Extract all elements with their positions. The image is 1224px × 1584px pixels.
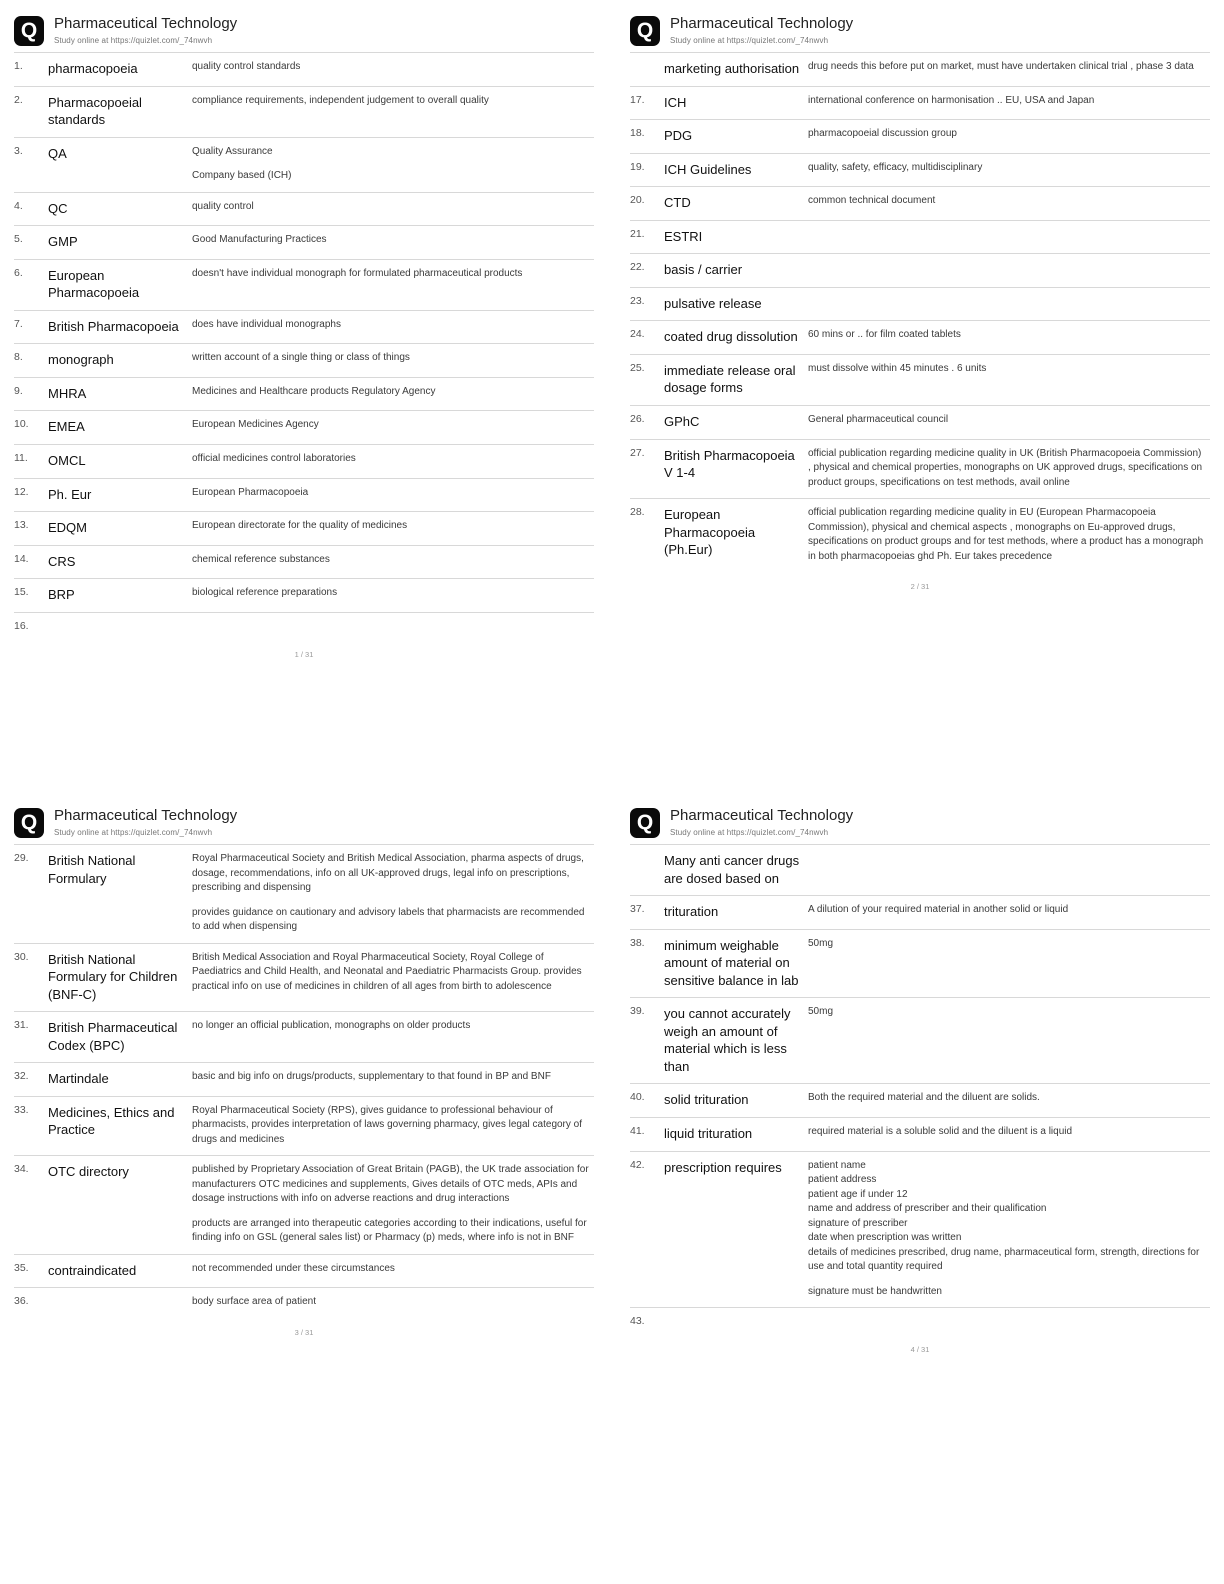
definition-text: doesn't have individual monograph for formulated pharmaceutical products — [192, 267, 523, 279]
definition-text: Good Manufacturing Practices — [192, 234, 327, 246]
table-row — [14, 612, 594, 640]
definition-text: European directorate for the quality of medicines — [192, 520, 408, 532]
term-text: prescription requires — [664, 1159, 782, 1175]
table-row — [630, 86, 1210, 120]
term-text: BRP — [48, 587, 75, 603]
definition-text: European Pharmacopoeia — [192, 486, 309, 498]
definition-text: published by Proprietary Association of Great Britain (PAGB), the UK trade association for manufacturers OTC medicines and supplements, Gives details of OTC meds, APIs and dosage instructions with info on adverse reactions and drug interactions products are arranged into therapeutic categories according to their indications, useful for finding info on GSL (general sales list) or Pharmacy (p) meds, where info is not in BNF — [192, 1164, 589, 1244]
table-row — [14, 943, 594, 1012]
table-row — [14, 344, 594, 378]
row-number: 37. — [630, 903, 645, 916]
definition-text: 50mg — [808, 937, 834, 949]
definition-text: 50mg — [808, 1006, 834, 1018]
row-number: 38. — [630, 936, 645, 949]
page-1 — [14, 14, 594, 659]
row-number: 17. — [630, 93, 645, 106]
terms-body-2 — [630, 53, 1210, 573]
definition-text: British Medical Association and Royal Pharmaceutical Society, Royal College of Paediatrics and Child Health, and Neonatal and Paediatric Pharmacists Group. provides practical info on use of medicines in children of all ages from birth to adolescence — [192, 951, 582, 992]
page-4 — [630, 806, 1210, 1354]
definition-text: must dissolve within 45 minutes . 6 units — [808, 362, 987, 374]
definition-text: chemical reference substances — [192, 553, 330, 565]
page-subtitle: Study online at https://quizlet.com/_74nwvh — [54, 828, 213, 837]
page-header — [630, 14, 1210, 52]
quizlet-logo-icon — [14, 808, 44, 838]
table-row — [630, 439, 1210, 499]
term-text: QC — [48, 200, 68, 216]
terms-body-3 — [14, 845, 594, 1318]
term-text — [48, 1288, 192, 1318]
table-row — [14, 192, 594, 226]
page-3 — [14, 806, 594, 1337]
table-row — [14, 1096, 594, 1156]
table-row — [630, 1084, 1210, 1118]
row-number: 23. — [630, 294, 645, 307]
row-number: 2. — [14, 93, 23, 106]
term-text: liquid trituration — [664, 1126, 753, 1142]
term-text: trituration — [664, 904, 719, 920]
term-text: ESTRI — [664, 228, 703, 244]
table-row — [14, 845, 594, 944]
definition-text — [808, 287, 1210, 321]
term-text: European Pharmacopoeia (Ph.Eur) — [664, 507, 756, 558]
row-number: 5. — [14, 233, 23, 246]
term-text: British National Formulary for Children (BNF-C) — [48, 951, 178, 1002]
row-number: 20. — [630, 194, 645, 207]
term-text: European Pharmacopoeia — [48, 267, 140, 301]
terms-table-4 — [630, 844, 1210, 1335]
page-header — [630, 806, 1210, 844]
page-title: Pharmaceutical Technology — [54, 15, 238, 32]
term-text: ICH Guidelines — [664, 161, 752, 177]
table-row — [630, 220, 1210, 254]
term-text: Martindale — [48, 1071, 109, 1087]
row-number: 39. — [630, 1005, 645, 1018]
definition-text: European Medicines Agency — [192, 419, 319, 431]
definition-text: common technical document — [808, 195, 936, 207]
definition-text — [192, 612, 594, 640]
term-text: GPhC — [664, 414, 700, 430]
term-text: coated drug dissolution — [664, 329, 798, 345]
table-row — [14, 310, 594, 344]
term-text: GMP — [48, 234, 78, 250]
row-number: 28. — [630, 506, 645, 519]
row-number: 8. — [14, 351, 23, 364]
table-row — [14, 411, 594, 445]
table-row — [14, 512, 594, 546]
definition-text: does have individual monographs — [192, 318, 341, 330]
row-number: 10. — [14, 418, 29, 431]
definition-text: official medicines control laboratories — [192, 453, 356, 465]
term-text: British Pharmacopoeia — [48, 318, 179, 334]
definition-text: quality, safety, efficacy, multidisciplinary — [808, 161, 983, 173]
row-number: 43. — [630, 1315, 645, 1328]
logo-letter: Q — [636, 810, 654, 834]
definition-text: drug needs this before put on market, must have undertaken clinical trial , phase 3 data — [808, 61, 1194, 72]
table-row — [630, 1151, 1210, 1308]
definition-text: quality control standards — [192, 61, 301, 72]
table-row — [630, 287, 1210, 321]
definition-text: Medicines and Healthcare products Regulatory Agency — [192, 385, 436, 397]
row-number: 25. — [630, 361, 645, 374]
row-number: 13. — [14, 519, 29, 532]
row-number: 6. — [14, 266, 23, 279]
row-number: 31. — [14, 1019, 29, 1032]
table-row — [14, 579, 594, 613]
term-text: EMEA — [48, 419, 85, 435]
table-row — [14, 1156, 594, 1255]
row-number: 18. — [630, 127, 645, 140]
term-text: pulsative release — [664, 295, 762, 311]
row-number: 11. — [14, 452, 28, 465]
page-header — [14, 14, 594, 52]
table-row — [14, 545, 594, 579]
row-number: 22. — [630, 261, 645, 274]
term-text: OTC directory — [48, 1164, 129, 1180]
definition-text — [808, 1308, 1210, 1336]
page-footer: 4 / 31 — [910, 1345, 930, 1355]
term-text: CRS — [48, 553, 76, 569]
term-text: monograph — [48, 352, 114, 368]
term-text: British Pharmacopoeia V 1-4 — [664, 447, 795, 481]
definition-text: pharmacopoeial discussion group — [808, 128, 957, 140]
table-row — [14, 445, 594, 479]
definition-text: Both the required material and the diluent are solids. — [808, 1092, 1040, 1104]
definition-text: 60 mins or .. for film coated tablets — [808, 329, 961, 341]
definition-text: Royal Pharmaceutical Society (RPS), gives guidance to professional behaviour of pharmacists, provides interpretation of laws governing pharmacy, gives legal category of drugs and medicines — [192, 1104, 583, 1145]
page-title: Pharmaceutical Technology — [670, 15, 854, 32]
definition-text: official publication regarding medicine quality in EU (European Pharmacopoeia Commission), physical and chemical aspects , monographs on Eu-approved drugs, specifications on product groups and for test methods, where a product has a monograph in both pharmacopoeias ghd Ph. Eur takes precedence — [808, 507, 1204, 562]
term-text: Pharmacopoeial standards — [48, 94, 142, 128]
table-row — [630, 1308, 1210, 1336]
table-row — [630, 406, 1210, 440]
term-text: British National Formulary — [48, 853, 136, 886]
table-row — [14, 377, 594, 411]
table-row — [630, 499, 1210, 573]
definition-text: required material is a soluble solid and the diluent is a liquid — [808, 1126, 1073, 1138]
row-number: 1. — [14, 60, 23, 72]
row-number: 33. — [14, 1103, 29, 1116]
table-row — [630, 120, 1210, 154]
row-number: 35. — [14, 1261, 29, 1274]
definition-text: General pharmaceutical council — [808, 414, 949, 426]
definition-text: no longer an official publication, monographs on older products — [192, 1020, 471, 1032]
term-text: marketing authorisation — [664, 61, 800, 76]
page-subtitle: Study online at https://quizlet.com/_74nwvh — [670, 828, 829, 837]
term-text: British Pharmaceutical Codex (BPC) — [48, 1020, 178, 1053]
table-row — [630, 354, 1210, 405]
logo-letter: Q — [636, 18, 654, 42]
table-row — [630, 321, 1210, 355]
table-row — [14, 226, 594, 260]
row-number: 29. — [14, 852, 29, 864]
term-text: contraindicated — [48, 1262, 137, 1278]
table-row — [630, 998, 1210, 1084]
term-text — [48, 612, 192, 640]
term-text: minimum weighable amount of material on sensitive balance in lab — [664, 937, 799, 988]
row-number: 3. — [14, 144, 23, 157]
row-number: 7. — [14, 317, 23, 330]
page-subtitle: Study online at https://quizlet.com/_74nwvh — [670, 36, 829, 45]
row-number: 9. — [14, 384, 23, 397]
terms-table-2 — [630, 52, 1210, 572]
table-row — [14, 259, 594, 310]
definition-text: international conference on harmonisation .. EU, USA and Japan — [808, 94, 1095, 106]
row-number — [630, 53, 664, 87]
term-text: Ph. Eur — [48, 486, 92, 502]
definition-text: body surface area of patient — [192, 1296, 316, 1308]
table-row — [630, 929, 1210, 998]
term-text: CTD — [664, 195, 691, 211]
terms-table-3 — [14, 844, 594, 1318]
logo-letter: Q — [20, 18, 38, 42]
table-row — [630, 254, 1210, 288]
page-footer: 3 / 31 — [294, 1327, 314, 1337]
term-text: Medicines, Ethics and Practice — [48, 1104, 175, 1138]
page-footer: 2 / 31 — [910, 582, 930, 592]
definition-text: compliance requirements, independent judgement to overall quality — [192, 94, 489, 106]
term-text: Many anti cancer drugs are dosed based on — [664, 853, 800, 886]
row-number: 26. — [630, 413, 645, 426]
row-number: 12. — [14, 485, 29, 498]
row-number: 21. — [630, 227, 645, 240]
definition-text: not recommended under these circumstances — [192, 1262, 395, 1274]
row-number: 32. — [14, 1070, 29, 1083]
row-number: 30. — [14, 950, 29, 963]
table-row — [14, 137, 594, 192]
page-footer: 1 / 31 — [294, 649, 314, 659]
row-number — [630, 845, 664, 896]
term-text: you cannot accurately weigh an amount of material which is less than — [664, 1006, 791, 1074]
definition-text — [808, 845, 1210, 896]
quizlet-logo-icon — [630, 16, 660, 46]
term-text: immediate release oral dosage forms — [664, 362, 796, 396]
term-text: OMCL — [48, 453, 86, 469]
table-row — [630, 187, 1210, 221]
table-row — [630, 1118, 1210, 1152]
terms-body-4 — [630, 845, 1210, 1336]
table-row — [630, 896, 1210, 930]
term-text: EDQM — [48, 520, 87, 536]
row-number: 15. — [14, 586, 29, 599]
term-text: MHRA — [48, 385, 87, 401]
page-subtitle: Study online at https://quizlet.com/_74nwvh — [54, 36, 213, 45]
term-text: ICH — [664, 94, 687, 110]
definition-text: patient name patient address patient age if under 12 name and address of prescriber and their qualification signature of prescriber date when prescription was written details of medicines prescribed, drug name, pharmaceutical form, strength, directions for use and total quantity required signature must be handwritten — [808, 1159, 1200, 1297]
table-row — [14, 1288, 594, 1318]
table-row — [630, 53, 1210, 87]
row-number: 24. — [630, 328, 645, 341]
definition-text: A dilution of your required material in another solid or liquid — [808, 904, 1069, 916]
table-row — [630, 153, 1210, 187]
page-header — [14, 806, 594, 844]
definition-text: basic and big info on drugs/products, supplementary to that found in BP and BNF — [192, 1071, 551, 1083]
table-row — [630, 845, 1210, 896]
terms-body-1 — [14, 53, 594, 640]
table-row — [14, 1012, 594, 1063]
table-row — [14, 1254, 594, 1288]
term-text: QA — [48, 145, 67, 161]
term-text: pharmacopoeia — [48, 61, 138, 76]
row-number: 14. — [14, 552, 29, 565]
term-text: PDG — [664, 128, 693, 144]
term-text: solid trituration — [664, 1092, 749, 1108]
logo-letter: Q — [20, 810, 38, 834]
row-number: 19. — [630, 160, 645, 173]
table-row — [14, 86, 594, 137]
row-number: 42. — [630, 1158, 645, 1171]
quizlet-logo-icon — [630, 808, 660, 838]
table-row — [14, 1063, 594, 1097]
definition-text: official publication regarding medicine quality in UK (British Pharmacopoeia Commission) , physical and chemical properties, monographs on UK approved drugs, specifications on product groups, specifications on test methods, avail online — [808, 447, 1203, 488]
definition-text: quality control — [192, 200, 254, 212]
row-number: 4. — [14, 199, 23, 212]
term-text — [664, 1308, 808, 1336]
row-number: 16. — [14, 619, 29, 632]
terms-table-1 — [14, 52, 594, 640]
page-2 — [630, 14, 1210, 591]
definition-text — [808, 254, 1210, 288]
page-title: Pharmaceutical Technology — [54, 807, 238, 824]
definition-text: Royal Pharmaceutical Society and British Medical Association, pharma aspects of drugs, dosage, recommendations, info on all UK-approved drugs, legal info on prescriptions, prescribing and dispensing provides guidance on cautionary and advisory labels that pharmacists are recommended to add when dispensing — [192, 853, 585, 932]
table-row — [14, 53, 594, 87]
row-number: 36. — [14, 1295, 29, 1308]
row-number: 27. — [630, 446, 645, 459]
definition-text: Quality Assurance Company based (ICH) — [192, 145, 292, 182]
term-text: basis / carrier — [664, 262, 743, 278]
quizlet-logo-icon — [14, 16, 44, 46]
row-number: 41. — [630, 1125, 645, 1138]
table-row — [14, 478, 594, 512]
page-title: Pharmaceutical Technology — [670, 807, 854, 824]
row-number: 34. — [14, 1163, 29, 1176]
definition-text: biological reference preparations — [192, 587, 338, 599]
definition-text — [808, 220, 1210, 254]
row-number: 40. — [630, 1091, 645, 1104]
definition-text: written account of a single thing or class of things — [192, 352, 410, 364]
